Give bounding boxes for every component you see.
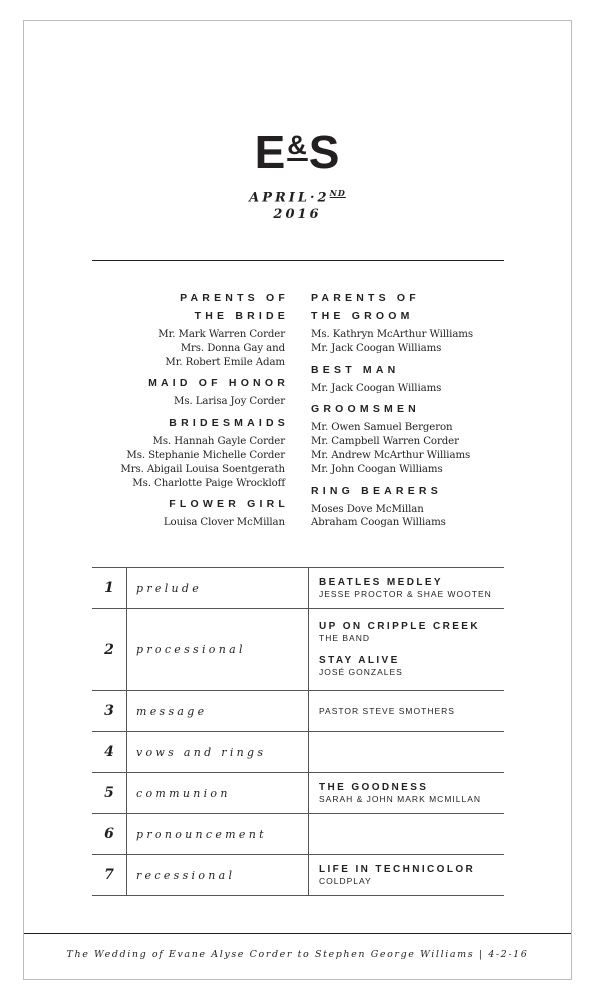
party-member-name: Abraham Coogan Williams — [311, 517, 446, 529]
party-group — [85, 377, 289, 409]
date-suffix: ND — [329, 188, 346, 198]
program-segment: communion — [127, 773, 309, 814]
date-month-day: APRIL·2 — [249, 190, 330, 206]
party-member-name: Mr. Mark Warren Corder — [158, 329, 285, 340]
party-group — [311, 403, 541, 476]
footer-text: The Wedding of Evane Alyse Corder to Stephen George Williams | 4-2-16 — [66, 949, 529, 960]
program-segment: message — [127, 691, 309, 732]
song-artist: JOSÉ GONZALES — [319, 667, 403, 677]
song-entry — [319, 864, 504, 887]
party-group — [85, 498, 289, 530]
song-artist: JESSE PROCTOR & SHAE WOOTEN — [319, 588, 492, 599]
party-role-heading: PARENTS OF — [180, 292, 289, 304]
song-title: BEATLES MEDLEY — [319, 576, 443, 588]
program-segment: prelude — [127, 568, 309, 609]
party-member-name: Mr. Owen Samuel Bergeron — [311, 422, 453, 434]
program-row — [92, 609, 504, 691]
monogram-right: S — [308, 126, 341, 178]
party-member-name: Moses Dove McMillan — [311, 503, 424, 515]
header-divider — [92, 260, 504, 261]
program-row — [92, 855, 504, 896]
program-number: 3 — [92, 691, 127, 732]
program-music — [309, 609, 505, 691]
program-row — [92, 691, 504, 732]
party-member-name: Ms. Kathryn McArthur Williams — [311, 329, 473, 340]
program-segment: recessional — [127, 855, 309, 896]
song-artist: COLDPLAY — [319, 875, 372, 886]
song-entry — [319, 706, 504, 717]
program-music — [309, 773, 505, 814]
order-of-service — [92, 567, 504, 896]
program-music — [309, 814, 505, 855]
party-role-heading: FLOWER GIRL — [169, 498, 289, 511]
party-role-heading: MAID OF HONOR — [148, 377, 289, 390]
program-row — [92, 732, 504, 773]
song-title: STAY ALIVE — [319, 655, 400, 666]
party-role-heading: PARENTS OF — [311, 292, 420, 304]
song-artist: PASTOR STEVE SMOTHERS — [319, 705, 455, 716]
program-music — [309, 855, 505, 896]
song-entry — [319, 621, 504, 644]
program-music — [309, 691, 505, 732]
party-group — [85, 292, 289, 369]
song-entry — [319, 577, 504, 600]
program-segment: processional — [127, 609, 309, 691]
program-number: 1 — [92, 568, 127, 609]
party-member-name: Mr. Jack Coogan Williams — [311, 382, 442, 394]
program-number: 7 — [92, 855, 127, 896]
party-role-heading: BRIDESMAIDS — [169, 417, 289, 430]
song-entry — [319, 655, 504, 678]
program-row — [92, 773, 504, 814]
song-title: THE GOODNESS — [319, 781, 429, 793]
party-group — [311, 292, 541, 356]
program-segment: vows and rings — [127, 732, 309, 773]
party-role-heading: GROOMSMEN — [311, 403, 420, 416]
wedding-date — [24, 188, 571, 205]
wedding-party-bride-side — [85, 292, 289, 538]
party-member-name: Mrs. Donna Gay and — [180, 342, 285, 354]
program-row — [92, 568, 504, 609]
program-number: 5 — [92, 773, 127, 814]
party-member-name: Ms. Stephanie Michelle Corder — [126, 449, 285, 461]
party-group — [311, 485, 541, 531]
song-artist: THE BAND — [319, 633, 370, 643]
program-segment: pronouncement — [127, 814, 309, 855]
party-member-name: Ms. Hannah Gayle Corder — [152, 436, 285, 448]
party-role-heading: RING BEARERS — [311, 484, 442, 497]
program-music — [309, 568, 505, 609]
party-member-name: Mr. Robert Emile Adam — [165, 356, 285, 368]
program-number: 6 — [92, 814, 127, 855]
party-member-name: Mrs. Abigail Louisa Soentgerath — [120, 463, 285, 475]
program-row — [92, 814, 504, 855]
program-sheet — [23, 20, 572, 980]
program-number: 4 — [92, 732, 127, 773]
party-member-name: Mr. Campbell Warren Corder — [311, 436, 459, 448]
party-role-heading: BEST MAN — [311, 363, 400, 376]
song-entry — [319, 782, 504, 805]
party-role-heading: THE GROOM — [311, 310, 414, 322]
monogram-left: E — [254, 126, 287, 178]
footer-divider — [24, 933, 571, 934]
song-title: LIFE IN TECHNICOLOR — [319, 863, 476, 875]
party-member-name: Mr. Andrew McArthur Williams — [311, 449, 471, 461]
wedding-party-groom-side — [311, 292, 541, 538]
program-number: 2 — [92, 609, 127, 691]
party-member-name: Ms. Charlotte Paige Wrockloff — [132, 477, 285, 489]
program-music — [309, 732, 505, 773]
party-member-name: Ms. Larisa Joy Corder — [174, 396, 285, 408]
party-group — [311, 364, 541, 396]
party-member-name: Mr. John Coogan Williams — [311, 463, 443, 475]
song-artist: SARAH & JOHN MARK MCMILLAN — [319, 793, 482, 804]
party-role-heading: THE BRIDE — [194, 310, 289, 322]
party-member-name: Louisa Clover McMillan — [163, 517, 285, 529]
monogram — [24, 126, 571, 182]
song-title: UP ON CRIPPLE CREEK — [319, 621, 480, 632]
wedding-year: 2016 — [273, 207, 322, 222]
party-member-name: Mr. Jack Coogan Williams — [311, 342, 442, 354]
party-group — [85, 417, 289, 490]
monogram-ampersand: & — [287, 130, 308, 160]
